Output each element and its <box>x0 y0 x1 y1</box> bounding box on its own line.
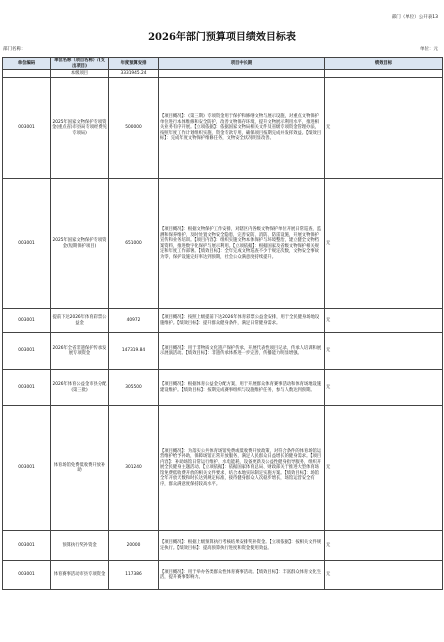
project-name-cell-text: 2025年国家文物保护专项资金(重点省)市县局专项经费见专项局) <box>52 119 107 136</box>
table-row <box>3 561 443 590</box>
performance-goal-cell-text: 【项目概况】：根据体育公益金分配方案，用于开展群众体育赛事活动和体育场地设施建设维护。【绩效目标】：按期完成赛事组织与设施维护任务，参与人数达到预期。 <box>160 382 322 393</box>
performance-goal-cell <box>159 309 325 333</box>
budget-amount-cell <box>109 309 159 333</box>
unit-code-cell <box>3 333 51 370</box>
table-header-row <box>3 58 443 70</box>
long-term-goal-cell <box>325 78 443 179</box>
budget-amount-cell-text: 20000 <box>126 542 141 548</box>
table-row <box>3 309 443 333</box>
budget-amount-cell-text: 117386 <box>125 572 142 578</box>
corner-reference: 部门（单位）公开表13 <box>391 15 438 20</box>
unit-code-cell-text: 003001 <box>18 384 35 390</box>
project-name-cell <box>51 309 109 333</box>
long-term-goal-cell <box>325 561 443 590</box>
column-header: 年度预算安排 <box>109 58 159 70</box>
unit-code-cell <box>3 370 51 406</box>
column-header: 绩效目标 <box>325 58 443 70</box>
long-term-goal-cell <box>325 333 443 370</box>
project-name-cell <box>51 531 109 561</box>
project-name-cell <box>51 78 109 179</box>
table-row <box>3 406 443 531</box>
subtotal-amount: 3331945.24 <box>109 70 159 78</box>
budget-amount-cell-text: 301240 <box>125 465 142 471</box>
table-row <box>3 333 443 370</box>
subtotal-row <box>3 70 443 78</box>
project-name-cell <box>51 561 109 590</box>
performance-goal-cell <box>159 333 325 370</box>
budget-amount-cell-text: 40972 <box>126 317 141 323</box>
performance-goal-cell-text: 【项目概况】：为落实公共体育场馆免费或低收费开放政策，对符合条件的体育场馆运营维护给予补助，保障场馆正常开放服务，满足人民群众日益增长的健身需求。【项目内容】：补助场馆日常运行维护、水电能耗、设备更新及公益性健身指导服务，组织开展全民健身主题活动。【立项依据】：依据国家体育总局、财政部关于推进大型体育场馆免费低收费开放的相关文件要求，结合本地实际制定实施方案。【绩效目标】：场馆全年开放天数和时长达到规定标准，接待健身群众人次稳步增长，场馆运营安全有序，群众满意度保持较高水平。 <box>160 448 322 487</box>
unit-code-cell <box>3 179 51 309</box>
budget-amount-cell <box>109 406 159 531</box>
long-term-goal-cell-text: 无 <box>326 348 331 354</box>
performance-goal-cell <box>159 78 325 179</box>
budget-amount-cell-text: 651000 <box>125 240 142 246</box>
page-title: 2026年部门预算项目绩效目标表 <box>148 32 296 43</box>
budget-amount-cell <box>109 333 159 370</box>
long-term-goal-cell-text: 无 <box>326 384 331 390</box>
performance-goal-cell-text: 【项目概况】：用于非物质文化遗产保护传承，开展代表性项目记录、传承人培训和展示展演活动。【绩效目标】：非遗传承体系进一步完善，传播能力明显增强。 <box>160 345 322 356</box>
budget-amount-cell <box>109 179 159 309</box>
long-term-goal-cell-text: 无 <box>326 572 331 578</box>
project-name-cell-text: 体育赛事活动市县专项资金 <box>53 572 106 578</box>
long-term-goal-cell-text: 无 <box>326 317 331 323</box>
performance-goal-cell-text: 【项目概况】：根据文物保护工作安排，对辖区内各级文物保护单位开展日常巡查、监测和保养维护，及时处置文物安全隐患，完善安防、消防、防雷设施，开展文物保护宣传和业务培训。【项目内容】：组织实施文物本体保护与环境整治，建立健全文物档案资料，推进数字化保护与展示利用。【立项依据】：根据国家及省级文物保护相关规定和年度工作部署。【绩效目标】：全年完成文物巡查不少于规定次数，文物安全事故为零，保护设施完好率达到预期，社会公众满意度持续提升。 <box>160 227 322 260</box>
project-name-cell-text: 体育场馆免费低收费开放补助 <box>53 462 106 473</box>
performance-goal-cell-text: 【项目概况】：《第三期》专项资金用于保护和修缮文物与展示设施，对重点文物保护单位进行本体维修和安全防护，改善文物保存环境，提升文物展示利用水平，推进相关业务有序开展。【立项依据】：依据国家文物局相关文件及省级专项资金管理办法，按照年度工作计划组织实施，资金专款专用，确保项目按期完成并发挥效益。【绩效目标】：完成年度文物保护维修任务，文物安全状况明显改善。 <box>160 114 322 142</box>
performance-goal-cell-text: 【项目概况】：用于举办各类群众性体育赛事活动。【绩效目标】：丰富群众体育文化生活，提升赛事影响力。 <box>160 569 322 580</box>
unit-code-cell-text: 003001 <box>18 317 35 323</box>
budget-amount-cell <box>109 531 159 561</box>
performance-goal-cell <box>159 406 325 531</box>
unit-code-cell <box>3 78 51 179</box>
project-name-cell-text: 2026年全省非遗保护传承发展专项资金 <box>52 345 107 356</box>
project-name-cell <box>51 370 109 406</box>
column-header: 单位编码 <box>3 58 51 70</box>
budget-amount-cell-text: 147319.84 <box>121 348 146 354</box>
unit-code-cell <box>3 561 51 590</box>
column-header: 单位名称（项目名称）/(支出项目) <box>51 58 109 70</box>
performance-goal-cell-text: 【项目概况】：根据上级预算执行考核结果安排奖补资金。【立项依据】：按相关文件规定执行。【绩效目标】：提高预算执行进度和资金使用效益。 <box>160 540 322 551</box>
budget-amount-cell-text: 500000 <box>125 125 142 131</box>
subtotal-label: 本级项目 <box>51 70 109 78</box>
performance-goal-table <box>2 57 443 590</box>
project-name-cell <box>51 333 109 370</box>
project-name-cell-text: 提前下达2026年体育彩票公益金 <box>52 315 107 326</box>
table-body <box>3 78 443 590</box>
column-header: 项目中长期 <box>159 58 325 70</box>
long-term-goal-cell <box>325 406 443 531</box>
long-term-goal-cell <box>325 309 443 333</box>
table-row <box>3 370 443 406</box>
long-term-goal-cell <box>325 179 443 309</box>
budget-amount-cell <box>109 370 159 406</box>
department-label: 部门名称： <box>3 47 26 52</box>
unit-code-cell-text: 003001 <box>18 348 35 354</box>
long-term-goal-cell-text: 无 <box>326 240 331 246</box>
unit-label: 单位：元 <box>420 47 438 52</box>
performance-goal-cell <box>159 531 325 561</box>
long-term-goal-cell-text: 无 <box>326 542 331 548</box>
budget-amount-cell <box>109 78 159 179</box>
unit-code-cell <box>3 531 51 561</box>
project-name-cell-text: 2026年体育公益金市县分配(第三批) <box>52 382 107 393</box>
long-term-goal-cell <box>325 531 443 561</box>
project-name-cell <box>51 179 109 309</box>
table-row <box>3 179 443 309</box>
unit-code-cell <box>3 309 51 333</box>
unit-code-cell-text: 003001 <box>18 572 35 578</box>
unit-code-cell-text: 003001 <box>18 542 35 548</box>
project-name-cell-text: 预算执行奖补资金 <box>62 542 97 548</box>
unit-code-cell-text: 003001 <box>18 465 35 471</box>
performance-goal-cell <box>159 561 325 590</box>
unit-code-cell <box>3 406 51 531</box>
project-name-cell-text: 2025年国家文物保护专项资金(短期保护项目) <box>52 238 107 249</box>
long-term-goal-cell-text: 无 <box>326 125 331 131</box>
long-term-goal-cell-text: 无 <box>326 465 331 471</box>
table-row <box>3 78 443 179</box>
unit-code-cell-text: 003001 <box>18 125 35 131</box>
project-name-cell <box>51 406 109 531</box>
performance-goal-cell-text: 【项目概况】：按照上级提前下达2026年体育彩票公益金安排，用于全民健身场地设施维护。【绩效目标】：提升群众健身条件，满足日常健身需求。 <box>160 315 320 326</box>
performance-goal-cell <box>159 179 325 309</box>
performance-goal-cell <box>159 370 325 406</box>
table-row <box>3 531 443 561</box>
unit-code-cell-text: 003001 <box>18 240 35 246</box>
budget-amount-cell-text: 305500 <box>125 384 142 390</box>
long-term-goal-cell <box>325 370 443 406</box>
budget-amount-cell <box>109 561 159 590</box>
